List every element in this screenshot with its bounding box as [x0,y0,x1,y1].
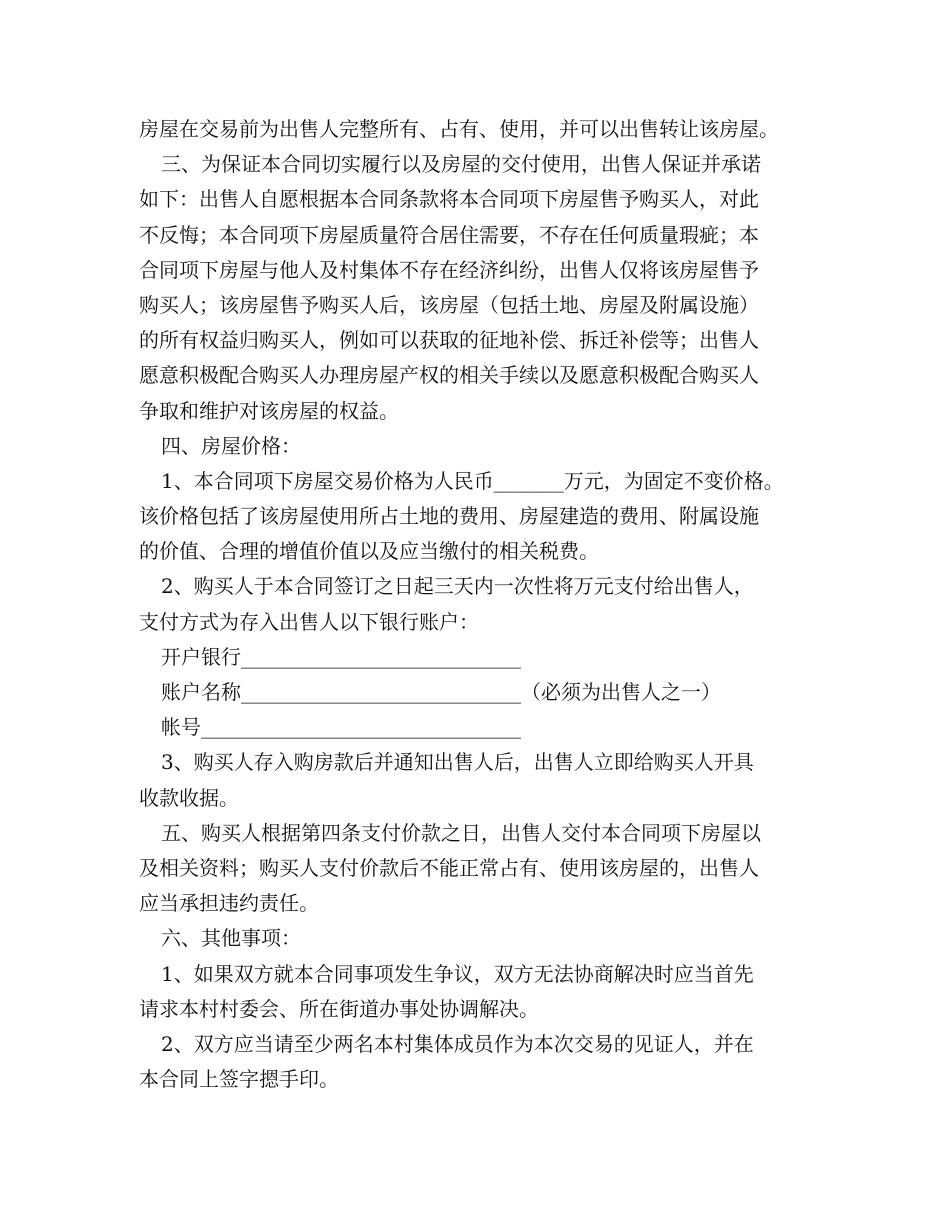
text-line: 三、为保证本合同切实履行以及房屋的交付使用，出售人保证并承诺 [161,152,761,177]
contract-text-body [139,112,819,1097]
text-line: 收款收据。 [139,785,239,810]
text-line: 该价格包括了该房屋使用所占土地的费用、房屋建造的费用、附属设施 [139,504,759,529]
text-line: 愿意积极配合购买人办理房屋产权的相关手续以及愿意积极配合购买人 [139,363,759,388]
text-line: 的所有权益归购买人，例如可以获取的征地补偿、拆迁补偿等；出售人 [139,328,759,353]
text-line: 争取和维护对该房屋的权益。 [139,398,399,423]
text-line: 不反悔；本合同项下房屋质量符合居住需要，不存在任何质量瑕疵；本 [139,222,759,247]
text-line: 购买人；该房屋售予购买人后，该房屋（包括土地、房屋及附属设施） [139,292,759,317]
text-line: 3、购买人存入购房款后并通知出售人后，出售人立即给购买人开具 [161,750,754,775]
text-line: 应当承担违约责任。 [139,891,319,916]
text-line: 1、本合同项下房屋交易价格为人民币_______万元，为固定不变价格。 [161,468,784,493]
text-line: 请求本村村委会、所在街道办事处协调解决。 [139,996,539,1021]
text-line: 2、双方应当请至少两名本村集体成员作为本次交易的见证人，并在 [161,1031,754,1056]
text-line: 支付方式为存入出售人以下银行账户： [139,609,479,634]
text-line: 及相关资料；购买人支付价款后不能正常占有、使用该房屋的，出售人 [139,855,759,880]
text-line: 账户名称____________________________（必须为出售人之一） [161,680,721,704]
text-line: 的价值、合理的增值价值以及应当缴付的相关税费。 [139,539,599,564]
text-line: 本合同上签字摁手印。 [139,1067,339,1092]
text-line: 四、房屋价格： [161,433,301,458]
text-line: 1、如果双方就本合同事项发生争议，双方无法协商解决时应当首先 [161,961,754,986]
text-line: 如下：出售人自愿根据本合同条款将本合同项下房屋售予购买人，对此 [139,187,759,212]
text-line: 合同项下房屋与他人及村集体不存在经济纠纷，出售人仅将该房屋售予 [139,257,759,282]
text-line: 开户银行____________________________ [161,644,521,669]
text-line: 帐号________________________________ [161,715,521,740]
text-line: 六、其他事项： [161,926,301,951]
text-line: 2、购买人于本合同签订之日起三天内一次性将万元支付给出售人， [161,574,754,599]
text-line: 五、购买人根据第四条支付价款之日，出售人交付本合同项下房屋以 [161,820,761,845]
text-line: 房屋在交易前为出售人完整所有、占有、使用，并可以出售转让该房屋。 [139,117,779,141]
